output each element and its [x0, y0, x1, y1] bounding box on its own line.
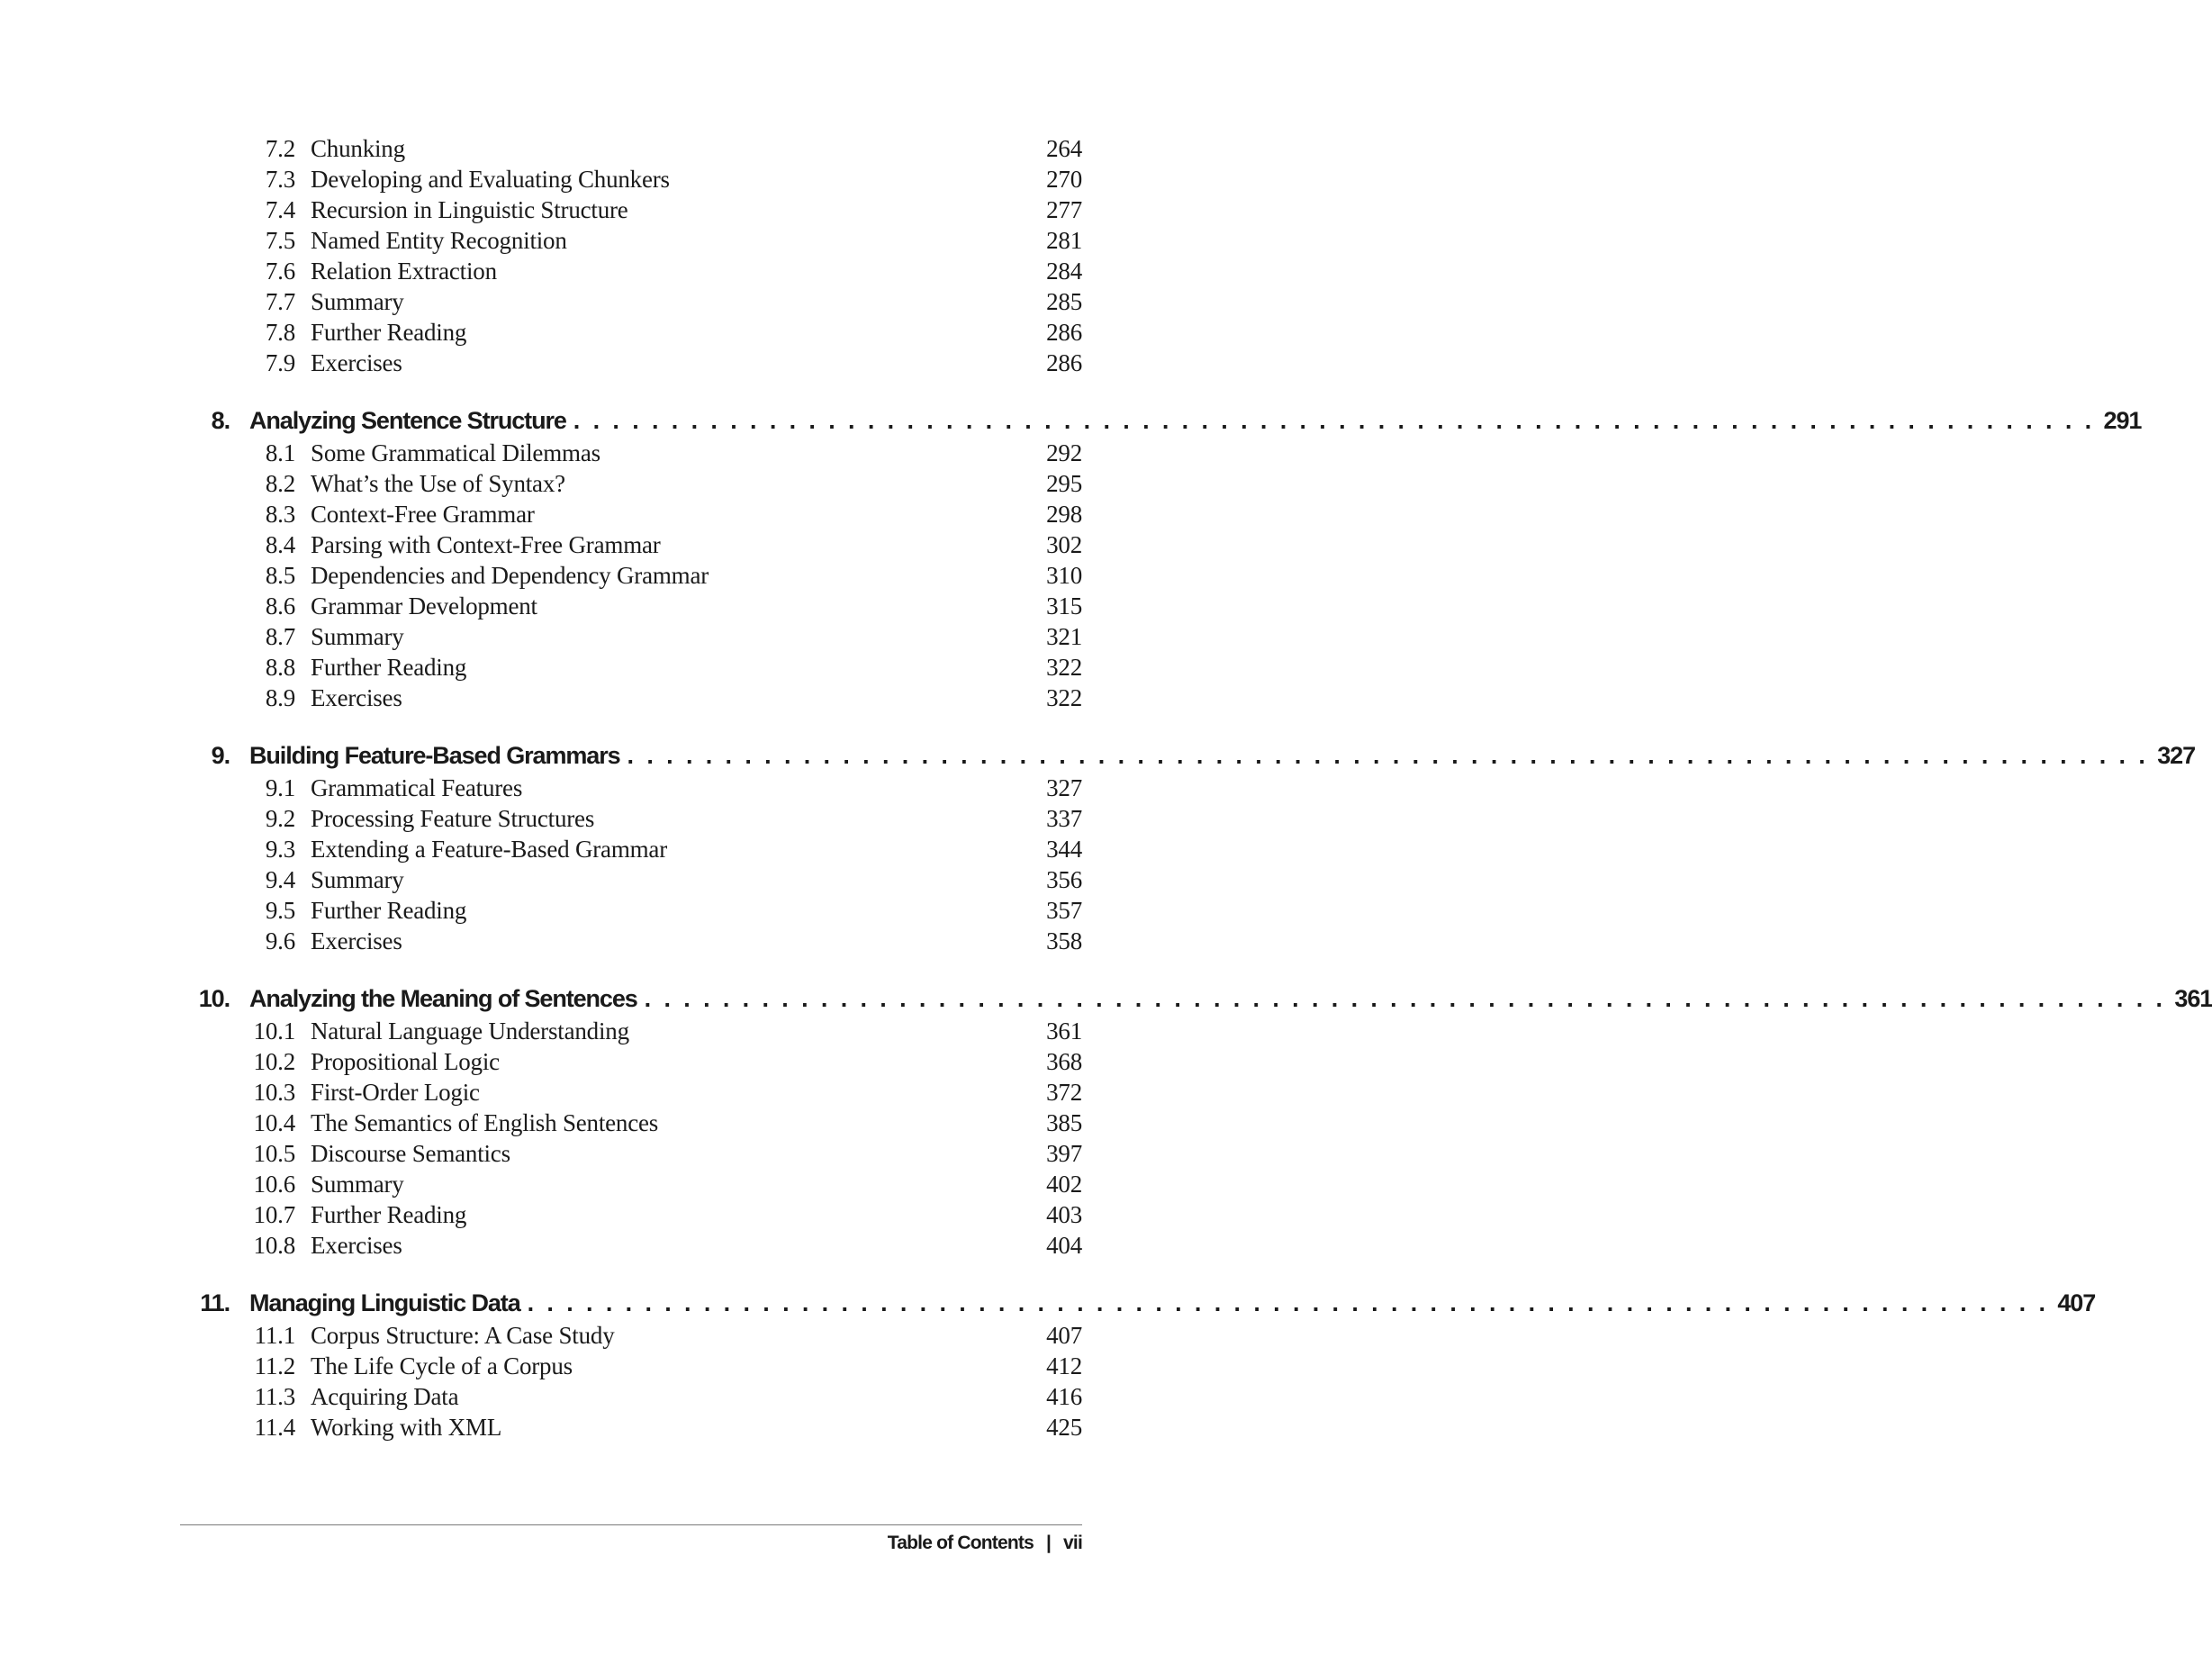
entry-page-number: 270	[1046, 166, 1082, 193]
chapter-number: 11.	[200, 1289, 230, 1316]
entry-title: Relation Extraction	[311, 258, 497, 285]
dot-leader: . . . . . . . . . . . . . . . . . . . . . . . . . . . . . . . . . . . . . . . . . . . . . . . . . . . . . . . . . . . . . . . . . . . . . . . . . . . . . .	[573, 407, 2095, 434]
entry-title: Exercises	[311, 684, 402, 711]
entry-number: 8.5	[265, 562, 295, 589]
entry-title: Context-Free Grammar	[311, 501, 535, 528]
entry-title: Named Entity Recognition	[311, 227, 567, 254]
entry-page-number: 344	[1046, 836, 1082, 863]
toc-section	[180, 738, 2196, 956]
entry-number: 9.5	[265, 897, 295, 924]
entry-number: 7.2	[265, 135, 295, 162]
toc-section	[180, 403, 2142, 713]
entry-title: Natural Language Understanding	[311, 1017, 629, 1045]
toc-entry[interactable]	[180, 1412, 1082, 1442]
toc-entry[interactable]	[180, 591, 1082, 621]
entry-number: 7.5	[265, 227, 295, 254]
toc-entry[interactable]	[180, 286, 1082, 317]
entry-title: Discourse Semantics	[311, 1140, 510, 1167]
toc-entry[interactable]	[180, 1351, 1082, 1381]
toc-entry[interactable]	[180, 1016, 1082, 1046]
toc-entry[interactable]	[180, 1138, 1082, 1169]
entry-number: 10.8	[253, 1232, 295, 1259]
toc-entry[interactable]	[180, 348, 1082, 378]
entry-title: Dependencies and Dependency Grammar	[311, 562, 709, 589]
toc-entry[interactable]	[180, 1108, 1082, 1138]
entry-page-number: 358	[1046, 927, 1082, 954]
entry-title: What’s the Use of Syntax?	[311, 470, 565, 497]
footer-label: Table of Contents	[887, 1533, 1034, 1553]
entry-page-number: 277	[1046, 196, 1082, 223]
toc-section	[180, 981, 2212, 1261]
entry-title: Summary	[311, 1171, 404, 1198]
chapter-heading[interactable]	[180, 981, 2212, 1016]
entry-number: 9.4	[265, 866, 295, 893]
entry-number: 8.2	[265, 470, 295, 497]
chapter-heading[interactable]	[180, 738, 2196, 773]
toc-entry[interactable]	[180, 834, 1082, 864]
entry-title: Propositional Logic	[311, 1048, 500, 1075]
entry-page-number: 315	[1046, 592, 1082, 619]
entry-number: 11.4	[254, 1414, 295, 1441]
entry-page-number: 295	[1046, 470, 1082, 497]
entry-number: 9.3	[265, 836, 295, 863]
footer-rule	[180, 1524, 1082, 1525]
toc-entry[interactable]	[180, 1046, 1082, 1077]
footer-page-number: vii	[1063, 1533, 1082, 1553]
toc-entry[interactable]	[180, 864, 1082, 895]
chapter-title: Analyzing Sentence Structure	[249, 407, 566, 434]
entry-title: Grammar Development	[311, 592, 537, 619]
dot-leader: . . . . . . . . . . . . . . . . . . . . . . . . . . . . . . . . . . . . . . . . . . . . . . . . . . . . . . . . . . . . . . . . . . . . . . . . . . . . . .	[644, 985, 2166, 1012]
entry-page-number: 385	[1046, 1109, 1082, 1136]
entry-number: 9.6	[265, 927, 295, 954]
entry-title: First-Order Logic	[311, 1079, 480, 1106]
entry-number: 11.1	[254, 1322, 295, 1349]
chapter-page-number: 327	[2157, 742, 2196, 769]
entry-number: 10.1	[253, 1017, 295, 1045]
entry-number: 11.2	[254, 1352, 295, 1379]
entry-title: The Semantics of English Sentences	[311, 1109, 659, 1136]
entry-number: 7.8	[265, 319, 295, 346]
entry-page-number: 264	[1046, 135, 1082, 162]
toc-entry[interactable]	[180, 652, 1082, 683]
toc-entry[interactable]	[180, 194, 1082, 225]
toc-entry[interactable]	[180, 1199, 1082, 1230]
entry-title: Summary	[311, 288, 404, 315]
toc-entry[interactable]	[180, 683, 1082, 713]
entry-number: 8.1	[265, 439, 295, 466]
entry-title: Parsing with Context-Free Grammar	[311, 531, 661, 558]
toc-entry[interactable]	[180, 1230, 1082, 1261]
chapter-number: 10.	[198, 985, 230, 1012]
entry-title: Working with XML	[311, 1414, 502, 1441]
entry-number: 10.2	[253, 1048, 295, 1075]
entry-number: 7.7	[265, 288, 295, 315]
entry-title: The Life Cycle of a Corpus	[311, 1352, 573, 1379]
entry-number: 8.3	[265, 501, 295, 528]
entry-page-number: 404	[1046, 1232, 1082, 1259]
chapter-title: Analyzing the Meaning of Sentences	[249, 985, 637, 1012]
entry-page-number: 337	[1046, 805, 1082, 832]
entry-number: 11.3	[254, 1383, 295, 1410]
toc-section	[180, 1286, 2096, 1442]
entry-title: Summary	[311, 866, 404, 893]
entry-number: 10.6	[253, 1171, 295, 1198]
entry-page-number: 310	[1046, 562, 1082, 589]
toc-entry[interactable]	[180, 468, 1082, 499]
entry-title: Further Reading	[311, 319, 467, 346]
entry-page-number: 403	[1046, 1201, 1082, 1228]
entry-number: 10.4	[253, 1109, 295, 1136]
entry-number: 8.6	[265, 592, 295, 619]
entry-title: Further Reading	[311, 654, 467, 681]
entry-page-number: 321	[1046, 623, 1082, 650]
entry-title: Processing Feature Structures	[311, 805, 595, 832]
entry-page-number: 402	[1046, 1171, 1082, 1198]
entry-number: 7.6	[265, 258, 295, 285]
chapter-number: 8.	[211, 407, 230, 434]
entry-number: 10.5	[253, 1140, 295, 1167]
toc-entry[interactable]	[180, 895, 1082, 926]
chapter-page-number: 407	[2057, 1289, 2096, 1316]
entry-number: 9.2	[265, 805, 295, 832]
entry-title: Recursion in Linguistic Structure	[311, 196, 628, 223]
table-of-contents	[180, 133, 2212, 1468]
entry-title: Corpus Structure: A Case Study	[311, 1322, 615, 1349]
toc-entry[interactable]	[180, 926, 1082, 956]
toc-entry[interactable]	[180, 803, 1082, 834]
entry-page-number: 284	[1046, 258, 1082, 285]
entry-page-number: 397	[1046, 1140, 1082, 1167]
entry-title: Some Grammatical Dilemmas	[311, 439, 600, 466]
chapter-title: Building Feature-Based Grammars	[249, 742, 620, 769]
toc-entry[interactable]	[180, 1381, 1082, 1412]
entry-page-number: 356	[1046, 866, 1082, 893]
entry-page-number: 416	[1046, 1383, 1082, 1410]
entry-page-number: 361	[1046, 1017, 1082, 1045]
entry-page-number: 286	[1046, 319, 1082, 346]
entry-page-number: 298	[1046, 501, 1082, 528]
chapter-number: 9.	[211, 742, 230, 769]
entry-page-number: 292	[1046, 439, 1082, 466]
toc-entry[interactable]	[180, 560, 1082, 591]
page-footer	[888, 1533, 1082, 1554]
chapter-title: Managing Linguistic Data	[249, 1289, 520, 1316]
dot-leader: . . . . . . . . . . . . . . . . . . . . . . . . . . . . . . . . . . . . . . . . . . . . . . . . . . . . . . . . . . . . . . . . . . . . . . . . . . . . . .	[527, 1289, 2049, 1316]
entry-number: 9.1	[265, 774, 295, 801]
entry-number: 7.9	[265, 349, 295, 376]
toc-entry[interactable]	[180, 256, 1082, 286]
chapter-heading[interactable]	[180, 403, 2142, 438]
toc-entry[interactable]	[180, 225, 1082, 256]
toc-entry[interactable]	[180, 133, 1082, 164]
entry-title: Exercises	[311, 349, 402, 376]
chapter-heading[interactable]	[180, 1286, 2096, 1320]
toc-section	[180, 133, 1082, 378]
entry-page-number: 285	[1046, 288, 1082, 315]
entry-page-number: 327	[1046, 774, 1082, 801]
entry-page-number: 425	[1046, 1414, 1082, 1441]
entry-number: 7.4	[265, 196, 295, 223]
entry-title: Further Reading	[311, 1201, 467, 1228]
entry-page-number: 412	[1046, 1352, 1082, 1379]
toc-entry[interactable]	[180, 621, 1082, 652]
toc-entry[interactable]	[180, 529, 1082, 560]
entry-number: 8.4	[265, 531, 295, 558]
entry-title: Summary	[311, 623, 404, 650]
entry-number: 10.3	[253, 1079, 295, 1106]
entry-page-number: 322	[1046, 654, 1082, 681]
toc-entry[interactable]	[180, 438, 1082, 468]
entry-number: 7.3	[265, 166, 295, 193]
toc-entry[interactable]	[180, 499, 1082, 529]
entry-title: Chunking	[311, 135, 405, 162]
toc-entry[interactable]	[180, 164, 1082, 194]
entry-page-number: 372	[1046, 1079, 1082, 1106]
chapter-page-number: 291	[2103, 407, 2142, 434]
entry-number: 10.7	[253, 1201, 295, 1228]
entry-number: 8.7	[265, 623, 295, 650]
entry-title: Extending a Feature-Based Grammar	[311, 836, 668, 863]
entry-page-number: 302	[1046, 531, 1082, 558]
entry-page-number: 286	[1046, 349, 1082, 376]
entry-number: 8.8	[265, 654, 295, 681]
toc-entry[interactable]	[180, 1169, 1082, 1199]
entry-page-number: 322	[1046, 684, 1082, 711]
entry-page-number: 357	[1046, 897, 1082, 924]
entry-title: Developing and Evaluating Chunkers	[311, 166, 670, 193]
toc-entry[interactable]	[180, 773, 1082, 803]
dot-leader: . . . . . . . . . . . . . . . . . . . . . . . . . . . . . . . . . . . . . . . . . . . . . . . . . . . . . . . . . . . . . . . . . . . . . . . . . . . . . .	[627, 742, 2149, 769]
entry-title: Exercises	[311, 1232, 402, 1259]
entry-title: Further Reading	[311, 897, 467, 924]
toc-entry[interactable]	[180, 1320, 1082, 1351]
toc-entry[interactable]	[180, 1077, 1082, 1108]
toc-entry[interactable]	[180, 317, 1082, 348]
entry-number: 8.9	[265, 684, 295, 711]
entry-title: Grammatical Features	[311, 774, 523, 801]
entry-page-number: 368	[1046, 1048, 1082, 1075]
entry-page-number: 407	[1046, 1322, 1082, 1349]
entry-title: Acquiring Data	[311, 1383, 459, 1410]
footer-separator: |	[1045, 1533, 1052, 1553]
entry-title: Exercises	[311, 927, 402, 954]
entry-page-number: 281	[1046, 227, 1082, 254]
chapter-page-number: 361	[2174, 985, 2212, 1012]
